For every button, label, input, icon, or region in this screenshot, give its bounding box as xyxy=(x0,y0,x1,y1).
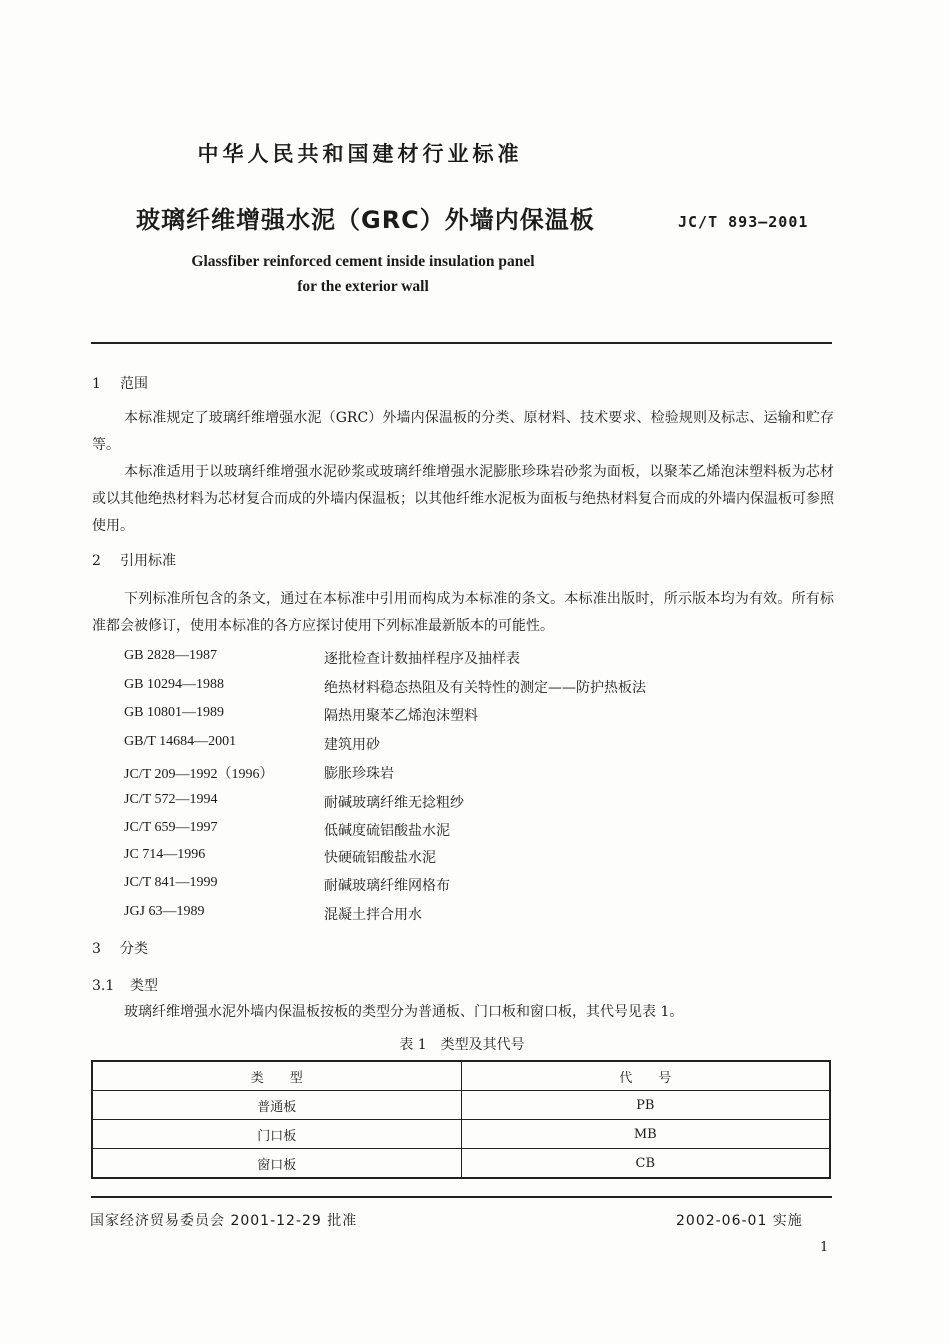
section-number: 1 xyxy=(92,376,101,392)
standard-code: JC/T 893—2001 xyxy=(678,213,809,231)
section-number: 3 xyxy=(92,941,101,957)
page-number: 1 xyxy=(820,1240,829,1255)
table-row xyxy=(92,1149,830,1179)
section-2-paragraph-1: 下列标准所包含的条文，通过在本标准中引用而构成为本标准的条文。本标准出版时，所示版本均为有效。所有标准都会被修订，使用本标准的各方应探讨使用下列标准最新版本的可能性。 xyxy=(92,591,834,634)
table-row xyxy=(92,1091,830,1120)
ref-title: 建筑用砂 xyxy=(324,737,380,753)
table-cell-code: CB xyxy=(461,1149,830,1179)
document-title-en-line1: Glassfiber reinforced cement inside insulation panel xyxy=(191,253,535,270)
document-title-en-line2: for the exterior wall xyxy=(297,278,429,295)
ref-title: 耐碱玻璃纤维无捻粗纱 xyxy=(324,795,464,811)
ref-title: 低碱度硫铝酸盐水泥 xyxy=(324,823,450,839)
ref-title: 绝热材料稳态热阻及有关特性的测定——防护热板法 xyxy=(324,680,646,696)
types-table xyxy=(91,1060,831,1179)
section-3-1-heading xyxy=(92,975,158,995)
table-row xyxy=(92,1120,830,1149)
table-cell-type: 普通板 xyxy=(92,1091,461,1120)
ref-code: JC/T 209—1992（1996） xyxy=(124,767,274,782)
table-cell-type: 门口板 xyxy=(92,1120,461,1149)
ref-code: JC/T 659—1997 xyxy=(124,820,218,835)
implementation-date: 2002-06-01 实施 xyxy=(676,1213,803,1229)
ref-code: JC 714—1996 xyxy=(124,847,206,862)
section-2-heading xyxy=(92,550,176,570)
ref-code: JGJ 63—1989 xyxy=(124,904,205,919)
section-title: 引用标准 xyxy=(120,553,176,569)
ref-code: JC/T 841—1999 xyxy=(124,875,218,890)
table-header-cell: 代 号 xyxy=(461,1061,830,1091)
ref-code: JC/T 572—1994 xyxy=(124,792,218,807)
ref-code: GB 10294—1988 xyxy=(124,677,224,692)
footer-divider xyxy=(91,1196,832,1198)
subsection-number: 3.1 xyxy=(92,978,115,994)
ref-title: 快硬硫铝酸盐水泥 xyxy=(324,850,436,866)
table-1-caption: 表 1 类型及其代号 xyxy=(399,1037,525,1053)
ref-title: 混凝土拌合用水 xyxy=(324,907,422,923)
issuing-body: 中华人民共和国建材行业标准 xyxy=(197,142,523,166)
ref-title: 耐碱玻璃纤维网格布 xyxy=(324,878,450,894)
section-title: 范围 xyxy=(120,376,148,392)
ref-title: 膨胀珍珠岩 xyxy=(324,766,394,782)
header-divider xyxy=(91,342,832,344)
section-1-paragraph-1: 本标准规定了玻璃纤维增强水泥（GRC）外墙内保温板的分类、原材料、技术要求、检验规则及标志、运输和贮存等。 xyxy=(92,410,834,453)
table-header-row xyxy=(92,1061,830,1091)
table-cell-type: 窗口板 xyxy=(92,1149,461,1179)
subsection-title: 类型 xyxy=(130,978,158,994)
approval-date: 国家经济贸易委员会 2001-12-29 批准 xyxy=(90,1213,358,1229)
section-1-paragraph-2: 本标准适用于以玻璃纤维增强水泥砂浆或玻璃纤维增强水泥膨胀珍珠岩砂浆为面板，以聚苯乙烯泡沫塑料板为芯材或以其他绝热材料为芯材复合而成的外墙内保温板；以其他纤维水泥板为面板与绝热材料复合而成的外墙内保温板可参照使用。 xyxy=(92,464,834,534)
section-3-heading xyxy=(92,938,148,958)
ref-title: 隔热用聚苯乙烯泡沫塑料 xyxy=(324,708,478,724)
document-title-cn: 玻璃纤维增强水泥（GRC）外墙内保温板 xyxy=(136,206,595,234)
ref-code: GB 10801—1989 xyxy=(124,705,224,720)
table-cell-code: PB xyxy=(461,1091,830,1120)
section-number: 2 xyxy=(92,553,101,569)
ref-code: GB/T 14684—2001 xyxy=(124,734,237,749)
table-cell-code: MB xyxy=(461,1120,830,1149)
ref-title: 逐批检查计数抽样程序及抽样表 xyxy=(324,651,520,667)
ref-code: GB 2828—1987 xyxy=(124,648,217,663)
section-3-1-paragraph: 玻璃纤维增强水泥外墙内保温板按板的类型分为普通板、门口板和窗口板，其代号见表 1。 xyxy=(124,1004,684,1020)
section-1-heading xyxy=(92,373,148,393)
section-title: 分类 xyxy=(120,941,148,957)
table-header-cell: 类 型 xyxy=(92,1061,461,1091)
